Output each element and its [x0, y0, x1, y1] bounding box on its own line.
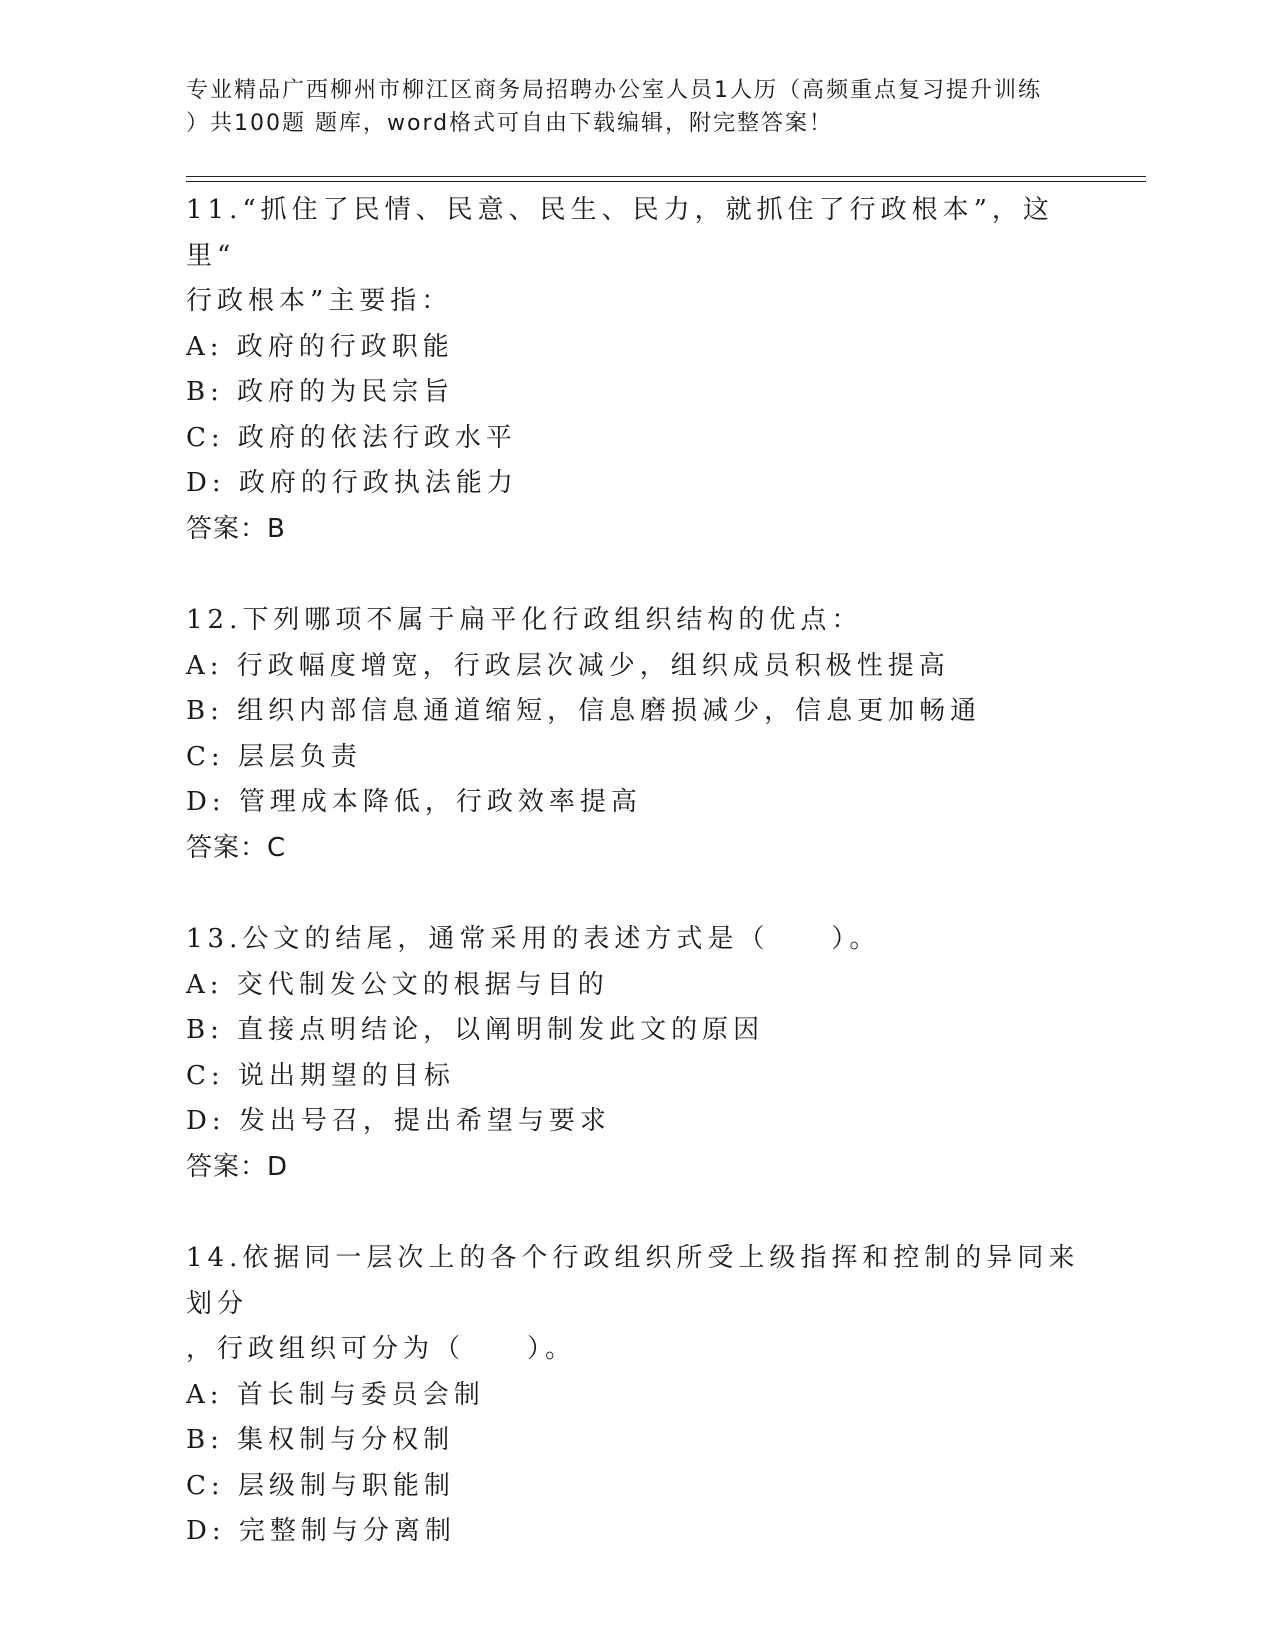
option-c: C: 层层负责 [186, 741, 362, 772]
option-c: C: 说出期望的目标 [186, 1060, 455, 1091]
question-stem: 14.依据同一层次上的各个行政组织所受上级指挥和控制的异同来划分 ，行政组织可分为（ ）。 [186, 1243, 1080, 1364]
option-b: B: 政府的为民宗旨 [186, 377, 455, 407]
option-a: A: 行政幅度增宽，行政层次减少，组织成员积极性提高 [186, 650, 950, 681]
option-a: A: 政府的行政职能 [186, 331, 454, 362]
header-line-2: ）共100题 题库，word格式可自由下载编辑，附完整答案！ [186, 111, 834, 136]
question-11 [186, 188, 1086, 552]
answer-label: 答案： [186, 832, 268, 863]
header-divider-bottom [186, 181, 1146, 182]
header-line-1: 专业精品广西柳州市柳江区商务局招聘办公室人员1人历（高频重点复习提升训练 [186, 78, 1042, 103]
answer-line [186, 1145, 1086, 1191]
answer-value: C [267, 832, 287, 863]
option-b: B: 组织内部信息通道缩短，信息磨损减少，信息更加畅通 [186, 696, 982, 726]
question-stem: 13.公文的结尾，通常采用的表述方式是（ ）。 [186, 924, 881, 954]
answer-value: D [267, 1151, 289, 1182]
option-d: D: 政府的行政执法能力 [186, 468, 518, 498]
answer-label: 答案： [186, 1151, 268, 1182]
option-b: B: 直接点明结论，以阐明制发此文的原因 [186, 1015, 765, 1045]
answer-value: B [267, 513, 286, 544]
question-stem: 11.“抓住了民情、民意、民生、民力，就抓住了行政根本”，这里“ 行政根本”主要指： [186, 195, 1054, 316]
answer-line [186, 507, 1086, 553]
header-divider-top [186, 176, 1146, 177]
question-stem: 12.下列哪项不属于扁平化行政组织结构的优点： [186, 605, 863, 635]
option-c: C: 层级制与职能制 [186, 1470, 455, 1501]
question-14 [186, 1236, 1086, 1555]
answer-line [186, 826, 1086, 872]
question-12 [186, 598, 1086, 871]
answer-label: 答案： [186, 513, 268, 544]
question-list [186, 188, 1086, 1601]
option-b: B: 集权制与分权制 [186, 1425, 455, 1455]
option-c: C: 政府的依法行政水平 [186, 422, 517, 453]
question-13 [186, 917, 1086, 1190]
option-d: D: 管理成本降低，行政效率提高 [186, 787, 642, 817]
option-a: A: 交代制发公文的根据与目的 [186, 969, 609, 1000]
document-header [186, 74, 1086, 140]
option-a: A: 首长制与委员会制 [186, 1379, 485, 1410]
option-d: D: 完整制与分离制 [186, 1516, 456, 1546]
option-d: D: 发出号召，提出希望与要求 [186, 1106, 611, 1136]
